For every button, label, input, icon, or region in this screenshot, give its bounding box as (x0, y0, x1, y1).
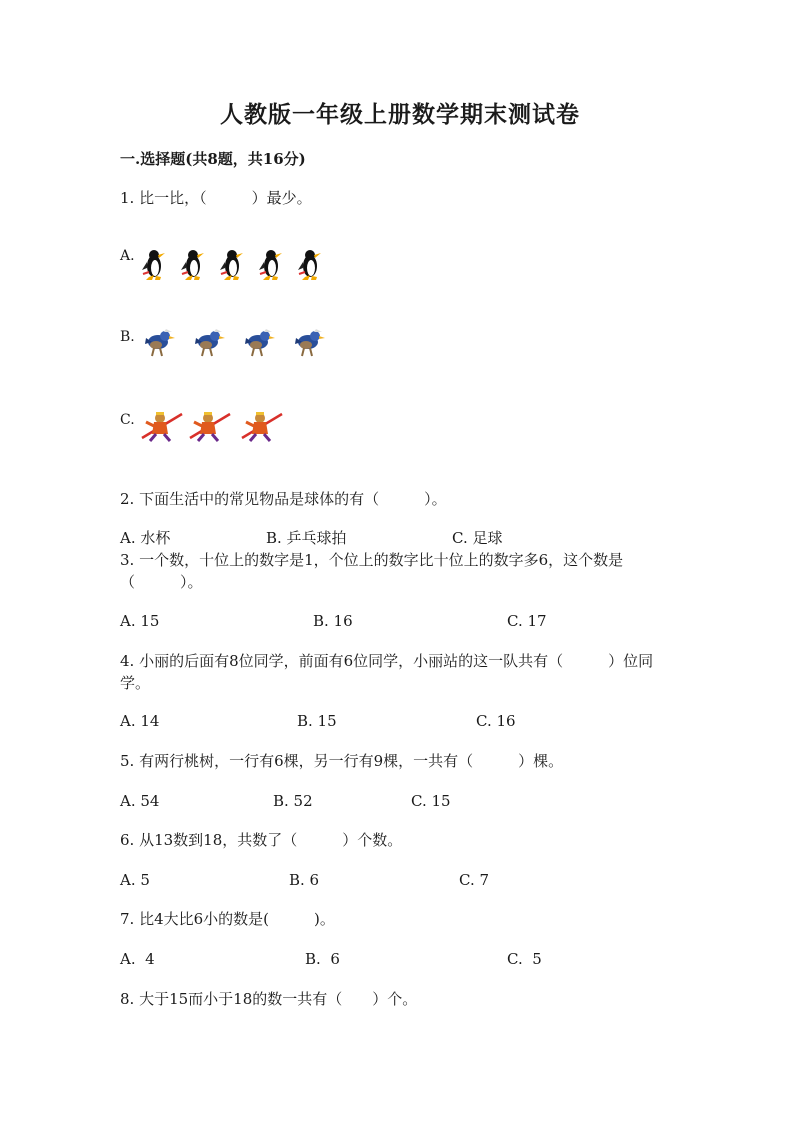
q5-option-b: B. 52 (273, 792, 313, 810)
q5-option-a: A. 54 (120, 792, 160, 810)
q3-option-a: A. 15 (120, 612, 160, 630)
bird-icon (245, 329, 275, 356)
question-4: 4. 小丽的后面有8位同学，前面有6位同学，小丽站的这一队共有（ ）位同学。 (120, 652, 654, 692)
question-5: 5. 有两行桃树，一行有6棵，另一行有9棵，一共有（ ）棵。 (120, 752, 564, 770)
penguin-icon (181, 250, 204, 280)
q2-option-c: C. 足球 (452, 529, 503, 547)
q7-option-a: A. 4 (120, 950, 155, 968)
q4-option-b: B. 15 (297, 712, 337, 730)
monkey-king-icon (142, 412, 182, 441)
q7-option-c: C. 5 (507, 950, 542, 968)
question-2: 2. 下面生活中的常见物品是球体的有（ ）。 (120, 490, 447, 508)
question-8: 8. 大于15而小于18的数一共有（ ）个。 (120, 990, 418, 1008)
monkey-king-icon (190, 412, 230, 441)
bird-icon (295, 329, 325, 356)
penguin-icon (298, 250, 321, 280)
penguin-icon (142, 250, 165, 280)
q4-option-a: A. 14 (120, 712, 160, 730)
q3-option-b: B. 16 (313, 612, 353, 630)
question-7: 7. 比4大比6小的数是( )。 (120, 910, 335, 928)
q4-option-c: C. 16 (476, 712, 516, 730)
q5-option-c: C. 15 (411, 792, 451, 810)
section-heading: 一.选择题(共8题，共16分) (120, 150, 306, 168)
q1-option-a-picture (138, 248, 333, 288)
q6-option-c: C. 7 (459, 871, 490, 889)
q1-option-b-label: B. (120, 329, 135, 345)
page-title: 人教版一年级上册数学期末测试卷 (220, 101, 580, 128)
bird-icon (195, 329, 225, 356)
q2-option-b: B. 乒乓球拍 (266, 529, 347, 547)
question-1: 1. 比一比，（ ）最少。 (120, 189, 312, 207)
q6-option-a: A. 5 (120, 871, 150, 889)
bird-icon (145, 329, 175, 356)
q7-option-b: B. 6 (305, 950, 340, 968)
penguin-icon (259, 250, 282, 280)
q1-option-b-picture (142, 326, 337, 366)
monkey-king-icon (242, 412, 282, 441)
q1-option-a-label: A. (120, 248, 135, 264)
q2-option-a: A. 水杯 (120, 529, 171, 547)
q6-option-b: B. 6 (289, 871, 320, 889)
question-6: 6. 从13数到18，共数了（ ）个数。 (120, 831, 403, 849)
penguin-icon (220, 250, 243, 280)
q3-option-c: C. 17 (507, 612, 547, 630)
question-3: 3. 一个数，十位上的数字是1，个位上的数字比十位上的数字多6，这个数是（ ）。 (120, 551, 624, 591)
q1-option-c-picture (140, 408, 300, 448)
q1-option-c-label: C. (120, 412, 135, 428)
